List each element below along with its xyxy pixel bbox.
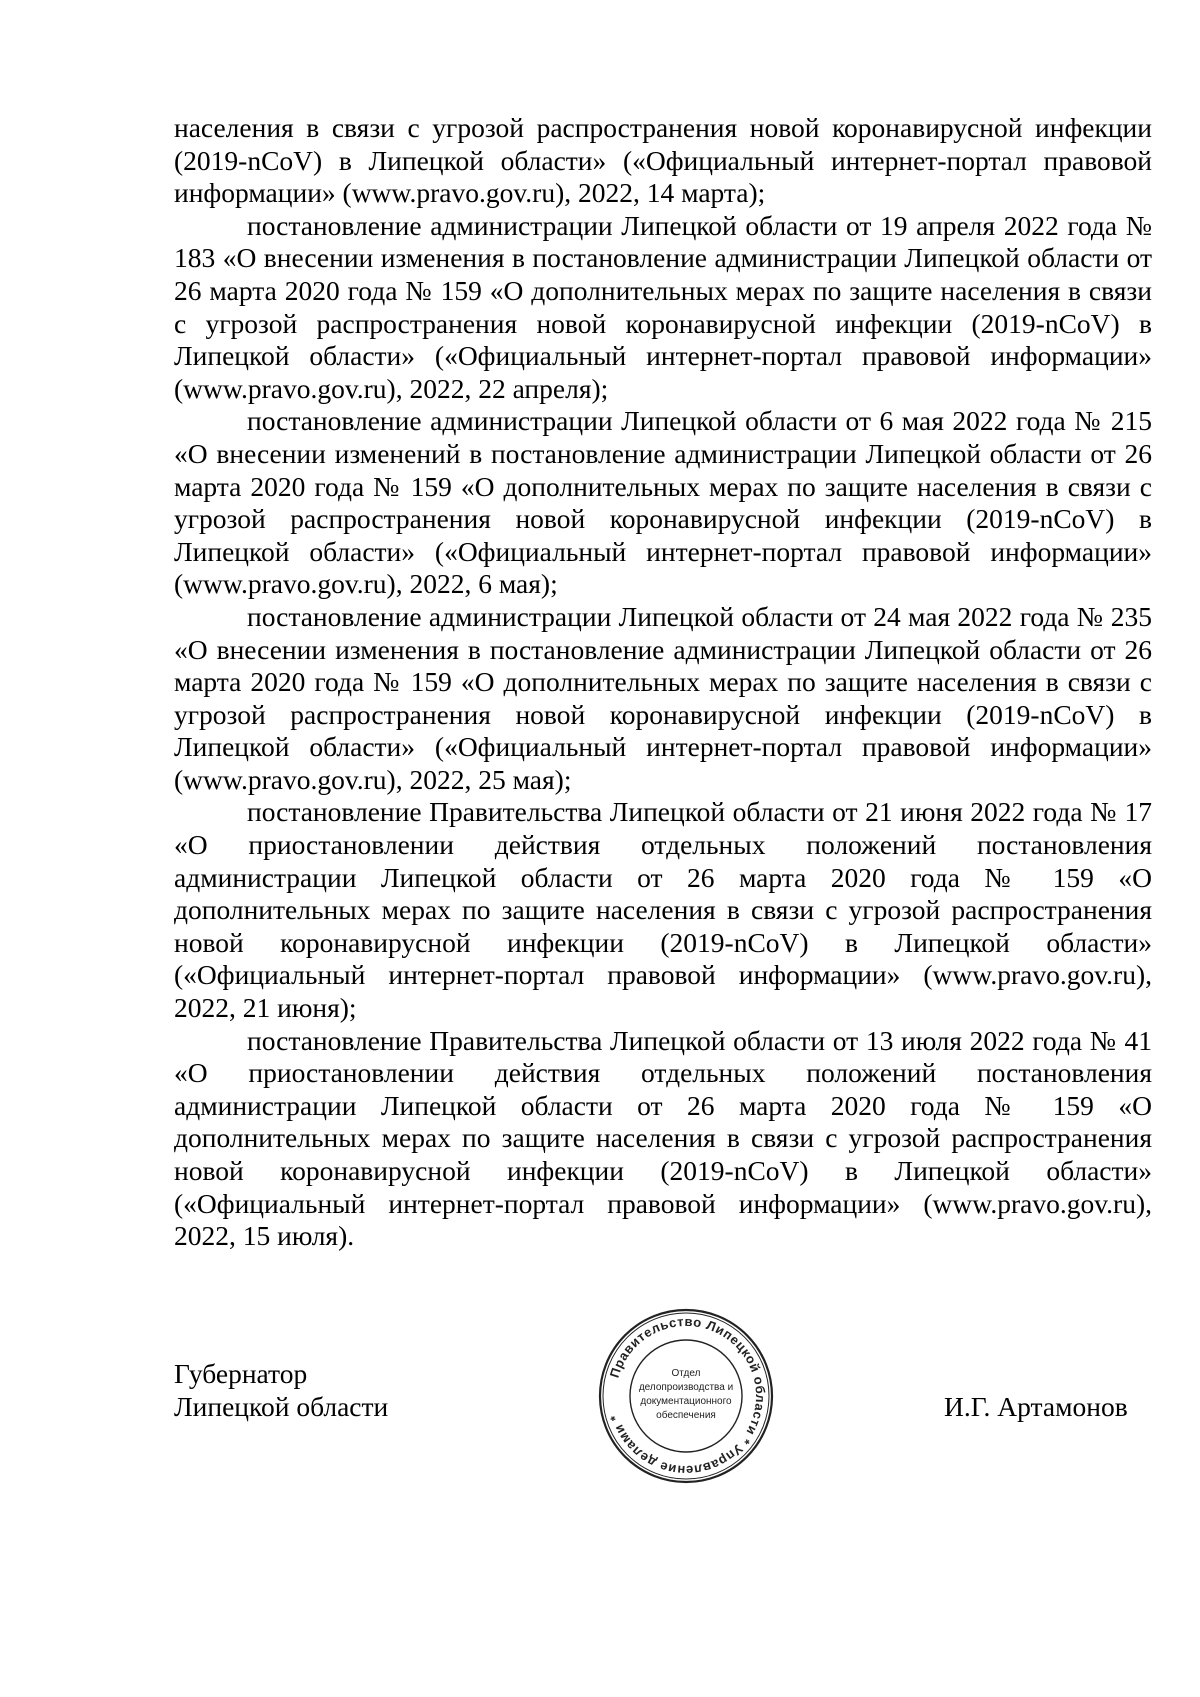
official-seal [596, 1306, 776, 1486]
paragraph-continuation: населения в связи с угрозой распространения новой коронавирусной инфекции (2019-nCoV) в Липецкой области» («Официальный интернет-портал правовой информации» (www.pravo.gov.ru), 2022, 14 марта); [174, 112, 1152, 209]
seal-line-3: документационного [640, 1396, 732, 1407]
seal-line-1: Отдел [671, 1368, 701, 1379]
paragraph-resolution-41: постановление Правительства Липецкой области от 13 июля 2022 года № 41 «О приостановлении действия отдельных положений постановления администрации Липецкой области от 26 марта 2020 года № 159 «О дополнительных мерах по защите населения в связи с угрозой распространения новой коронавирусной инфекции (2019-nCoV) в Липецкой области» («Официальный интернет-портал правовой информации» (www.pravo.gov.ru), 2022, 15 июля). [174, 1024, 1152, 1252]
paragraph-resolution-17: постановление Правительства Липецкой области от 21 июня 2022 года № 17 «О приостановлении действия отдельных положений постановления администрации Липецкой области от 26 марта 2020 года № 159 «О дополнительных мерах по защите населения в связи с угрозой распространения новой коронавирусной инфекции (2019-nCoV) в Липецкой области» («Официальный интернет-портал правовой информации» (www.pravo.gov.ru), 2022, 21 июня); [174, 796, 1152, 1024]
signatory-title: Губернатор [174, 1358, 308, 1389]
signatory-region: Липецкой области [174, 1390, 389, 1422]
paragraph-resolution-183: постановление администрации Липецкой области от 19 апреля 2022 года № 183 «О внесении изменения в постановление администрации Липецкой области от 26 марта 2020 года № 159 «О дополнительных мерах по защите населения в связи с угрозой распространения новой коронавирусной инфекции (2019-nCoV) в Липецкой области» («Официальный интернет-портал правовой информации» (www.pravo.gov.ru), 2022, 22 апреля); [174, 209, 1152, 404]
seal-outer-text: Правительство Липецкой области * Управление делами * [606, 1313, 769, 1479]
paragraph-resolution-235: постановление администрации Липецкой области от 24 мая 2022 года № 235 «О внесении изменения в постановление администрации Липецкой области от 26 марта 2020 года № 159 «О дополнительных мерах по защите населения в связи с угрозой распространения новой коронавирусной инфекции (2019-nCoV) в Липецкой области» («Официальный интернет-портал правовой информации» (www.pravo.gov.ru), 2022, 25 мая); [174, 600, 1152, 795]
seal-line-4: обеспечения [656, 1410, 716, 1421]
signatory-position [174, 1358, 388, 1423]
seal-line-2: делопроизводства и [638, 1382, 734, 1393]
paragraph-resolution-215: постановление администрации Липецкой области от 6 мая 2022 года № 215 «О внесении изменений в постановление администрации Липецкой области от 26 марта 2020 года № 159 «О дополнительных мерах по защите населения в связи с угрозой распространения новой коронавирусной инфекции (2019-nCoV) в Липецкой области» («Официальный интернет-портал правовой информации» (www.pravo.gov.ru), 2022, 6 мая); [174, 405, 1152, 600]
signatory-name: И.Г. Артамонов [944, 1391, 1128, 1422]
document-body [174, 112, 1152, 1253]
